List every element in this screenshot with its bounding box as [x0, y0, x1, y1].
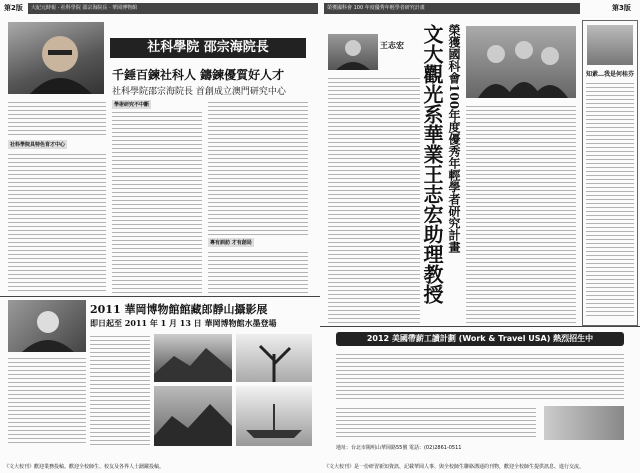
program-text-block: [336, 352, 624, 402]
divider: [320, 326, 640, 327]
program-photo: [544, 406, 624, 440]
article-text-block: [466, 104, 576, 324]
divider: [0, 296, 320, 297]
article-text-block: [8, 152, 106, 294]
exhibit-title: 2011 華岡博物館館藏郎靜山攝影展: [90, 303, 268, 316]
group-svg: [466, 26, 576, 98]
right-header-band: 榮獲國科會 100 年度優秀年輕學者研究計畫: [324, 3, 580, 14]
section-heading-1: 學術研究不中斷: [114, 102, 150, 108]
program-title: 2012 美國帶薪工讀計劃 (Work & Travel USA) 熱烈招生中: [336, 332, 624, 346]
mountain-svg: [154, 386, 232, 446]
dean-portrait-svg: [8, 22, 104, 94]
landscape-photo-3: [154, 386, 232, 446]
right-page: [320, 0, 640, 473]
left-header-band: 大紀元時報 · 社科學院 邵宗海院長 · 華岡博物館: [28, 3, 318, 14]
sidebar-box: [582, 20, 638, 326]
author-photo: [328, 34, 378, 70]
article-text-block: [208, 100, 308, 236]
banner-title: 社科學院 邵宗海院長: [110, 38, 306, 58]
article-text-block: [328, 76, 420, 324]
left-footer: 《文大校刊》歡迎業務投稿。歡迎全校師生、校友及各界人士踴躍投稿。: [4, 464, 165, 470]
photographer-svg: [8, 300, 86, 352]
group-photo: [466, 26, 576, 98]
article-text-block: [112, 110, 202, 294]
author-svg: [328, 34, 378, 70]
vertical-subtitle: 榮獲國科會100年度優秀年輕學者研究計畫: [447, 24, 461, 254]
article-text-block: [8, 356, 86, 446]
section-heading-3: 專有訓訪 才有創局: [210, 240, 252, 246]
landscape-photo-2: [236, 334, 312, 382]
left-page-number: 第2版: [4, 4, 23, 12]
landscape-photo-4: [236, 386, 312, 446]
left-header: [28, 3, 316, 14]
section-heading-2: 社科學院具特色育才中心: [10, 142, 66, 148]
landscape-svg: [154, 334, 232, 382]
tree-svg: [236, 334, 312, 382]
author-name: 王志宏: [380, 41, 404, 50]
landscape-photo-1: [154, 334, 232, 382]
sidebar-text-block: [586, 81, 634, 319]
program-text-block: [336, 406, 536, 440]
boat-svg: [236, 386, 312, 446]
article-text-block: [208, 250, 308, 294]
sidebar-title: 知素…我是何桂芬: [585, 71, 634, 78]
dean-portrait-photo: [8, 22, 104, 94]
right-footer: 《文大校刊》是一份研習新知資訊、記載華岡人事、與全校師生聯絡溝通的刊物，歡迎全校師生提供訊息、進行交流。: [324, 464, 585, 470]
subhead: 社科學院邵宗海院長 首創成立澳門研究中心: [112, 87, 286, 97]
vertical-title: 文大觀光系華業王志宏助理教授: [420, 24, 444, 304]
sidebar-photo: [587, 25, 633, 65]
exhibit-subtitle: 即日起至 2011 年 1 月 13 日 華岡博物館水墨登場: [90, 318, 277, 328]
article-text-block: [90, 334, 150, 446]
headline: 千錘百鍊社科人 鑄鍊優質好人才: [112, 68, 285, 82]
right-header: [324, 3, 584, 14]
photographer-photo: [8, 300, 86, 352]
program-contact: 地址：台北市陽明山華岡路55號 電話：(02)2861-0511: [336, 445, 462, 451]
article-text-block: [8, 100, 106, 138]
right-page-number: 第3版: [612, 4, 631, 12]
